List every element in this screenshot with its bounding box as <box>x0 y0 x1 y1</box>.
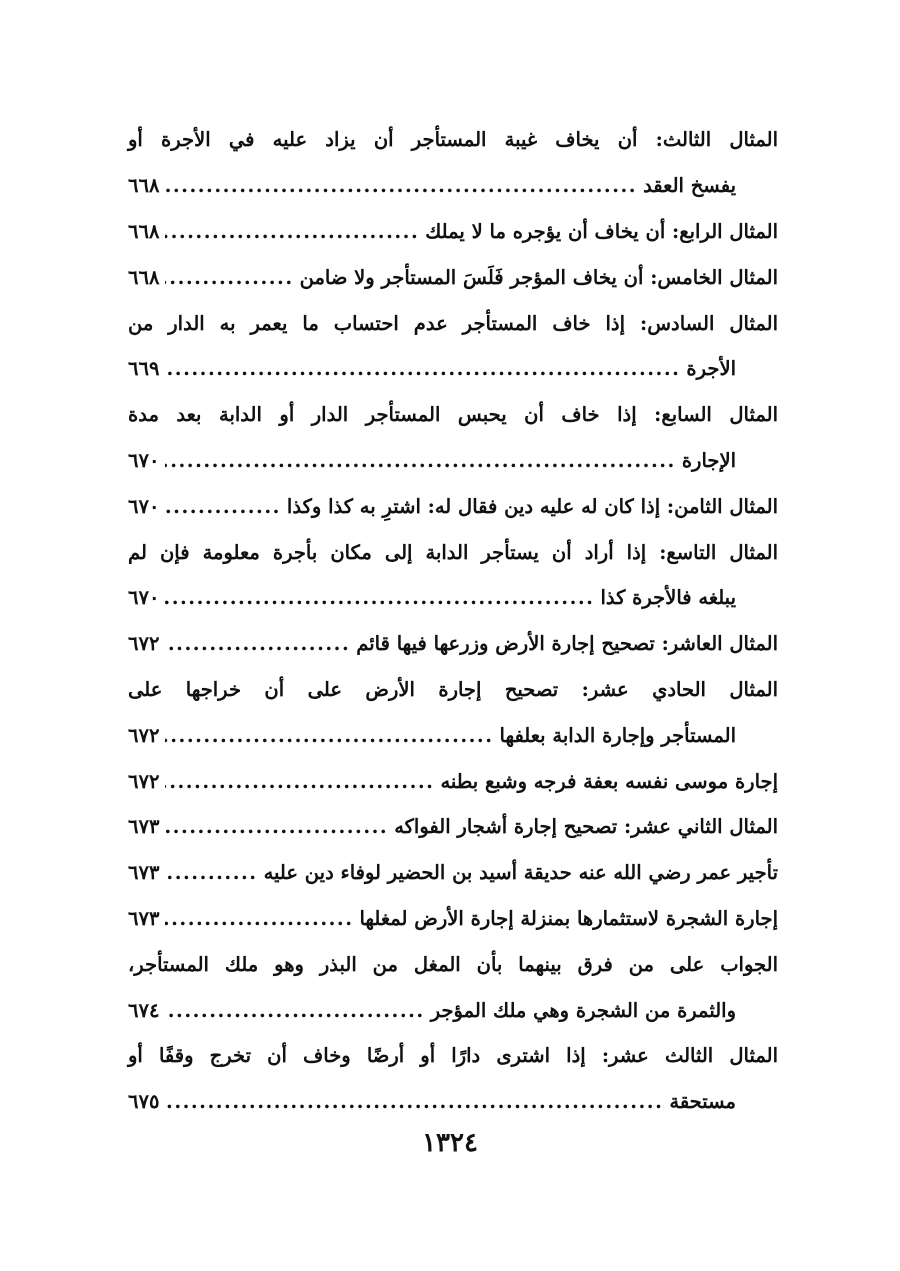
page-number: ٦٦٨ <box>128 174 160 198</box>
toc-entry <box>128 804 778 850</box>
toc-entry <box>128 209 778 255</box>
page-number: ٦٧٠ <box>128 586 160 610</box>
dot-leader <box>165 449 675 472</box>
page-number: ٦٧٢ <box>128 632 160 656</box>
dot-leader <box>165 220 419 243</box>
entry-title: المثال الثاني عشر: تصحيح إجارة أشجار الفواكه <box>394 815 778 839</box>
entry-title: الأجرة <box>686 357 736 381</box>
page-number: ٦٧٠ <box>128 448 160 472</box>
entry-title: إجارة موسى نفسه بعفة فرجه وشبع بطنه <box>440 769 778 793</box>
toc-entry <box>128 712 778 758</box>
page-number: ٦٦٩ <box>128 357 160 381</box>
toc-entry <box>128 621 778 667</box>
toc-entry <box>128 392 778 438</box>
toc-entry <box>128 254 778 300</box>
page-number: ٦٦٨ <box>128 219 160 243</box>
entry-title: تأجير عمر رضي الله عنه حديقة أسيد بن الحضير لوفاء دين عليه <box>263 861 778 885</box>
page-number: ٦٧٠ <box>128 494 160 518</box>
page-number: ٦٧٢ <box>128 769 160 793</box>
dot-leader <box>165 586 594 609</box>
entry-title: والثمرة من الشجرة وهي ملك المؤجر <box>430 998 736 1022</box>
page-number: ٦٧٢ <box>128 723 160 747</box>
dot-leader <box>165 1090 663 1113</box>
entry-title: المثال الرابع: أن يخاف أن يؤجره ما لا يملك <box>425 219 778 243</box>
page-number: ٦٧٤ <box>128 998 160 1022</box>
entry-title: مستحقة <box>669 1090 736 1114</box>
dot-leader <box>165 861 257 884</box>
entry-title: المثال السادس: إذا خاف المستأجر عدم احتساب ما يعمر به الدار من <box>128 311 778 335</box>
toc-entry <box>128 575 778 621</box>
toc-entry <box>128 300 778 346</box>
entry-title: المثال العاشر: تصحيح إجارة الأرض وزرعها فيها قائم <box>356 632 778 656</box>
toc-entry <box>128 667 778 713</box>
toc-entry <box>128 483 778 529</box>
toc-entry <box>128 117 778 163</box>
folio-page-number: ١٣٢٤ <box>422 1128 478 1158</box>
entry-title: المثال التاسع: إذا أراد أن يستأجر الدابة إلى مكان بأجرة معلومة فإن لم <box>128 540 778 564</box>
toc-entry <box>128 1033 778 1079</box>
entry-title: الإجارة <box>681 448 736 472</box>
page-number: ٦٧٣ <box>128 861 160 885</box>
entry-title: إجارة الشجرة لاستثمارها بمنزلة إجارة الأرض لمغلها <box>359 906 778 930</box>
dot-leader <box>165 266 293 289</box>
dot-leader <box>165 815 388 838</box>
toc-entry <box>128 346 778 392</box>
entry-title: يبلغه فالأجرة كذا <box>600 586 736 610</box>
toc-entry <box>128 529 778 575</box>
toc-entry <box>128 163 778 209</box>
entry-title: المثال الثامن: إذا كان له عليه دين فقال له: اشترِ به كذا وكذا <box>286 494 778 518</box>
toc-entry <box>128 987 778 1033</box>
dot-leader <box>165 999 424 1022</box>
dot-leader <box>165 495 281 518</box>
dot-leader <box>165 907 353 930</box>
page-number: ٦٧٣ <box>128 906 160 930</box>
page-number: ٦٧٣ <box>128 815 160 839</box>
entry-title: المثال الثالث: أن يخاف غيبة المستأجر أن يزاد عليه في الأجرة أو <box>128 128 778 152</box>
dot-leader <box>165 632 350 655</box>
dot-leader <box>165 724 493 747</box>
entry-title: الجواب على من فرق بينهما بأن المغل من البذر وهو ملك المستأجر، <box>128 952 778 976</box>
entry-title: المثال الخامس: أن يخاف المؤجر فَلَسَ المستأجر ولا ضامن <box>299 265 778 289</box>
dot-leader <box>165 174 637 197</box>
dot-leader <box>165 357 680 380</box>
table-of-contents <box>128 117 778 1125</box>
entry-title: يفسخ العقد <box>643 174 736 198</box>
toc-entry <box>128 1079 778 1125</box>
page-number: ٦٧٥ <box>128 1090 160 1114</box>
entry-title: المثال الحادي عشر: تصحيح إجارة الأرض على أن خراجها على <box>128 677 778 701</box>
dot-leader <box>165 770 434 793</box>
page-number: ٦٦٨ <box>128 265 160 289</box>
entry-title: المثال السابع: إذا خاف أن يحبس المستأجر الدار أو الدابة بعد مدة <box>128 403 778 427</box>
toc-entry <box>128 850 778 896</box>
toc-entry <box>128 896 778 942</box>
toc-entry <box>128 941 778 987</box>
entry-title: المستأجر وإجارة الدابة بعلفها <box>499 723 736 747</box>
toc-entry <box>128 758 778 804</box>
toc-entry <box>128 438 778 484</box>
entry-title: المثال الثالث عشر: إذا اشترى دارًا أو أرضًا وخاف أن تخرج وقفًا أو <box>128 1044 778 1068</box>
